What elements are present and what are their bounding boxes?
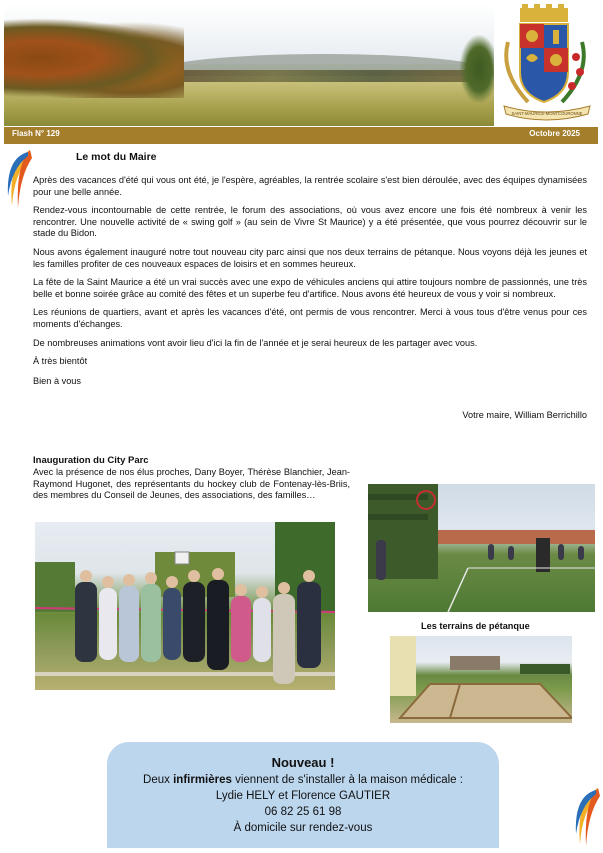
mayor-paragraph: Nous avons également inauguré notre tout nouveau city parc ainsi que nos deux terrains de pétanque. Nous voyons déjà les jeunes et les familles profiter de ces nouveaux espaces de loisirs et en sommes heureux. [33, 246, 587, 269]
petanque-photo [390, 636, 572, 723]
petanque-caption: Les terrains de pétanque [421, 621, 530, 631]
mayor-paragraph: Les réunions de quartiers, avant et après les vacances d'été, ont permis de vous rencontrer. Merci à vous tous d'être venus pour ces moments d'échanges. [33, 307, 587, 329]
mayor-paragraph: De nombreuses animations vont avoir lieu d'ici la fin de l'année et je serai heureux de les partager avec vous. [33, 337, 478, 348]
mayor-paragraph: Après des vacances d'été qui vous ont été, je l'espère, agréables, la rentrée scolaire s'est bien déroulée, avec des équipes dynamisées pour une belle année. [33, 175, 587, 197]
decorative-swoosh-icon [6, 148, 32, 210]
news-names: Lydie HELY et Florence GAUTIER [215, 790, 391, 802]
mayor-section-title: Le mot du Maire [76, 151, 157, 163]
news-title: Nouveau ! [271, 755, 335, 770]
news-phone: 06 82 25 61 98 [264, 806, 342, 818]
issue-number: Flash N° 129 [12, 129, 60, 138]
mayor-text [33, 175, 587, 387]
mayor-closing: Bien à vous [33, 375, 82, 386]
news-line-1-bold: infirmières [173, 774, 232, 786]
inauguration-photo [35, 522, 335, 690]
mayor-signature: Votre maire, William Berrichillo [462, 410, 587, 420]
news-note: À domicile sur rendez-vous [233, 822, 373, 834]
mayor-closing: À très bientôt [33, 356, 88, 367]
city-parc-title: Inauguration du City Parc [33, 455, 149, 466]
decorative-swoosh-icon [574, 786, 600, 848]
news-line-1-pre: Deux [143, 774, 174, 786]
issue-month: Octobre 2025 [529, 129, 580, 138]
news-box-nurses [107, 742, 499, 848]
news-line-1-post: viennent de s'installer à la maison médicale : [231, 774, 463, 786]
crest-motto: SAINT-MAURICE-MONTCOURONNE [511, 111, 583, 116]
news-line-1 [107, 772, 499, 788]
issue-strip [4, 127, 598, 144]
mayor-paragraph: Rendez-vous incontournable de cette rentrée, le forum des associations, où vous avez encore une fois été nombreux à venir les rencontrer. Une nouvelle activité de « swing golf » (au sein de Vivre St Maurice) y a été présentée, que vous pourrez découvrir sur le stade du Bidon. [33, 205, 587, 239]
mayor-paragraph: La fête de la Saint Maurice a été un vrai succès avec une expo de véhicules anciens qui attire toujours nombre de passionnés, une très belle et bonne soirée grâce au comité des fêtes et un superbe feu d'artifice. Nous avons été heureux de vous y voir si nombreux. [33, 277, 587, 299]
town-crest-logo [496, 2, 598, 126]
header-landscape-photo [4, 4, 494, 126]
city-parc-text: Avec la présence de nos élus proches, Dany Boyer, Thérèse Blanchier, Jean-Raymond Hugonet, des représentants du hockey club de Fontenay-lès-Briis, des membres du Conseil de Jeunes, des associations, des familles… [33, 467, 350, 501]
city-parc-photo [368, 484, 595, 612]
